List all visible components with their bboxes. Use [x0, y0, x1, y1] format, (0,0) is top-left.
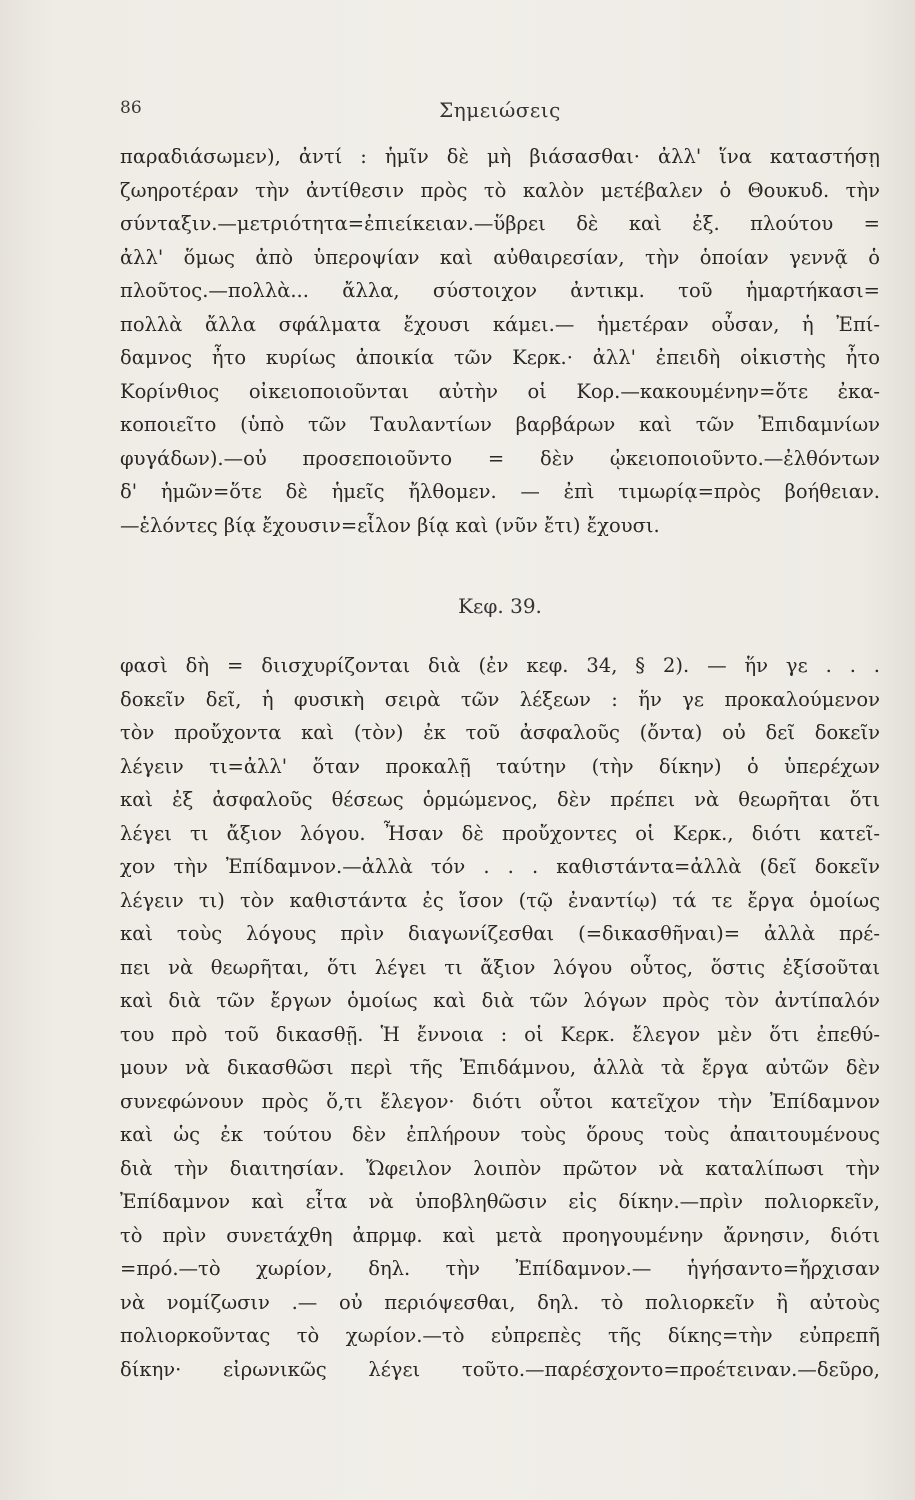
text-line: τὸ πρὶν συνετάχθη ἀπρμφ. καὶ μετὰ προηγουμένην ἄρνησιν, διότι: [120, 1223, 880, 1247]
text-line: δίκην· εἰρωνικῶς λέγει τοῦτο.—παρέσχοντο=προέτειναν.—δεῦρο,: [120, 1357, 880, 1381]
text-line: δοκεῖν δεῖ, ἡ φυσικὴ σειρὰ τῶν λέξεων : ἥν γε προκαλούμενον: [120, 687, 880, 711]
text-line: πολιορκοῦντας τὸ χωρίον.—τὸ εὐπρεπὲς τῆς δίκης=τὴν εὐπρεπῆ: [120, 1324, 880, 1347]
text-line: δ' ἡμῶν=ὅτε δὲ ἡμεῖς ἤλθομεν. — ἐπὶ τιμωρίᾳ=πρὸς βοήθειαν.: [120, 480, 880, 503]
text-line: καὶ διὰ τῶν ἔργων ὁμοίως καὶ διὰ τῶν λόγων πρὸς τὸν ἀντίπαλόν: [120, 989, 880, 1012]
text-line: μουν νὰ δικασθῶσι περὶ τῆς Ἐπιδάμνου, ἀλλὰ τὰ ἔργα αὐτῶν δὲν: [120, 1056, 880, 1079]
text-line: πολλὰ ἄλλα σφάλματα ἔχουσι κάμει.— ἡμετέραν οὖσαν, ἡ Ἐπί-: [120, 312, 880, 336]
text-line: Κορίνθιος οἰκειοποιοῦνται αὐτὴν οἱ Κορ.—κακουμένην=ὅτε ἐκα-: [120, 379, 880, 403]
text-line: καὶ ὡς ἐκ τούτου δὲν ἐπλήρουν τοὺς ὅρους τοὺς ἀπαιτουμένους: [120, 1123, 880, 1146]
text-line: διὰ τὴν διαιτησίαν. Ὤφειλον λοιπὸν πρῶτον νὰ καταλίπωσι τὴν: [120, 1156, 880, 1180]
text-line: φασὶ δὴ = διισχυρίζονται διὰ (ἐν κεφ. 34, § 2). — ἥν γε . . .: [120, 654, 880, 677]
page-header: [120, 98, 880, 128]
text-line: νὰ νομίζωσιν .— οὐ περιόψεσθαι, δηλ. τὸ πολιορκεῖν ἢ αὐτοὺς: [120, 1290, 880, 1314]
page-number: 86: [120, 98, 142, 118]
text-line: του πρὸ τοῦ δικασθῇ. Ἡ ἔννοια : οἱ Κερκ. ἔλεγον μὲν ὅτι ἐπεθύ-: [120, 1022, 880, 1046]
text-line: ἀλλ' ὅμως ἀπὸ ὑπεροψίαν καὶ αὐθαιρεσίαν, τὴν ὁποίαν γεννᾷ ὁ: [120, 245, 880, 269]
text-line: Ἐπίδαμνον καὶ εἶτα νὰ ὑποβληθῶσιν εἰς δίκην.—πρὶν πολιορκεῖν,: [120, 1190, 880, 1213]
text-line: συνεφώνουν πρὸς ὅ,τι ἔλεγον· διότι οὗτοι κατεῖχον τὴν Ἐπίδαμνον: [120, 1089, 880, 1113]
text-line: λέγειν τι) τὸν καθιστάντα ἐς ἴσον (τῷ ἐναντίῳ) τά τε ἔργα ὁμοίως: [120, 888, 880, 912]
text-line: δαμνος ἦτο κυρίως ἀποικία τῶν Κερκ.· ἀλλ' ἐπειδὴ οἰκιστὴς ἦτο: [120, 346, 880, 369]
text-line: χον τὴν Ἐπίδαμνον.—ἀλλὰ τόν . . . καθιστάντα=ἀλλὰ (δεῖ δοκεῖν: [120, 855, 880, 878]
text-line: λέγειν τι=ἀλλ' ὅταν προκαλῇ ταύτην (τὴν δίκην) ὁ ὑπερέχων: [120, 754, 880, 778]
text-line: καὶ τοὺς λόγους πρὶν διαγωνίζεσθαι (=δικασθῆναι)= ἀλλὰ πρέ-: [120, 922, 880, 945]
text-line: σύνταξιν.—μετριότητα=ἐπιείκειαν.—ὕβρει δὲ καὶ ἐξ. πλούτου =: [120, 212, 880, 235]
text-line: πει νὰ θεωρῆται, ὅτι λέγει τι ἄξιον λόγου οὗτος, ὅστις ἐξίσοῦται: [120, 955, 880, 979]
text-line: —ἑλόντες βίᾳ ἔχουσιν=εἷλον βίᾳ καὶ (νῦν ἔτι) ἔχουσι.: [120, 513, 660, 537]
text-line: ζωηροτέραν τὴν ἀντίθεσιν πρὸς τὸ καλὸν μετέβαλεν ὁ Θουκυδ. τὴν: [120, 178, 880, 202]
running-title: Σημειώσεις: [439, 98, 561, 122]
text-line: καὶ ἐξ ἀσφαλοῦς θέσεως ὁρμώμενος, δὲν πρέπει νὰ θεωρῆται ὅτι: [120, 788, 880, 811]
text-line: φυγάδων).—οὐ προσεποιοῦντο = δὲν ᾠκειοποιοῦντο.—ἐλθόντων: [120, 446, 880, 470]
notes-paragraph-1: [120, 140, 880, 542]
text-line: λέγει τι ἄξιον λόγου. Ἦσαν δὲ προὔχοντες οἱ Κερκ., διότι κατεῖ-: [120, 821, 880, 845]
text-line: πλοῦτος.—πολλὰ... ἄλλα, σύστοιχον ἀντικμ. τοῦ ἡμαρτήκασι=: [120, 279, 880, 302]
notes-paragraph-2: [120, 649, 880, 1386]
chapter-heading: Κεφ. 39.: [458, 594, 542, 618]
text-line: κοποιεῖτο (ὑπὸ τῶν Ταυλαντίων βαρβάρων καὶ τῶν Ἐπιδαμνίων: [120, 413, 880, 436]
text-line: τὸν προὔχοντα καὶ (τὸν) ἐκ τοῦ ἀσφαλοῦς (ὄντα) οὐ δεῖ δοκεῖν: [120, 721, 880, 744]
text-line: παραδιάσωμεν), ἀντί : ἡμῖν δὲ μὴ βιάσασθαι· ἀλλ' ἵνα καταστήσῃ: [120, 145, 880, 168]
text-line: =πρό.—τὸ χωρίον, δηλ. τὴν Ἐπίδαμνον.— ἡγήσαντο=ἤρχισαν: [120, 1257, 880, 1280]
